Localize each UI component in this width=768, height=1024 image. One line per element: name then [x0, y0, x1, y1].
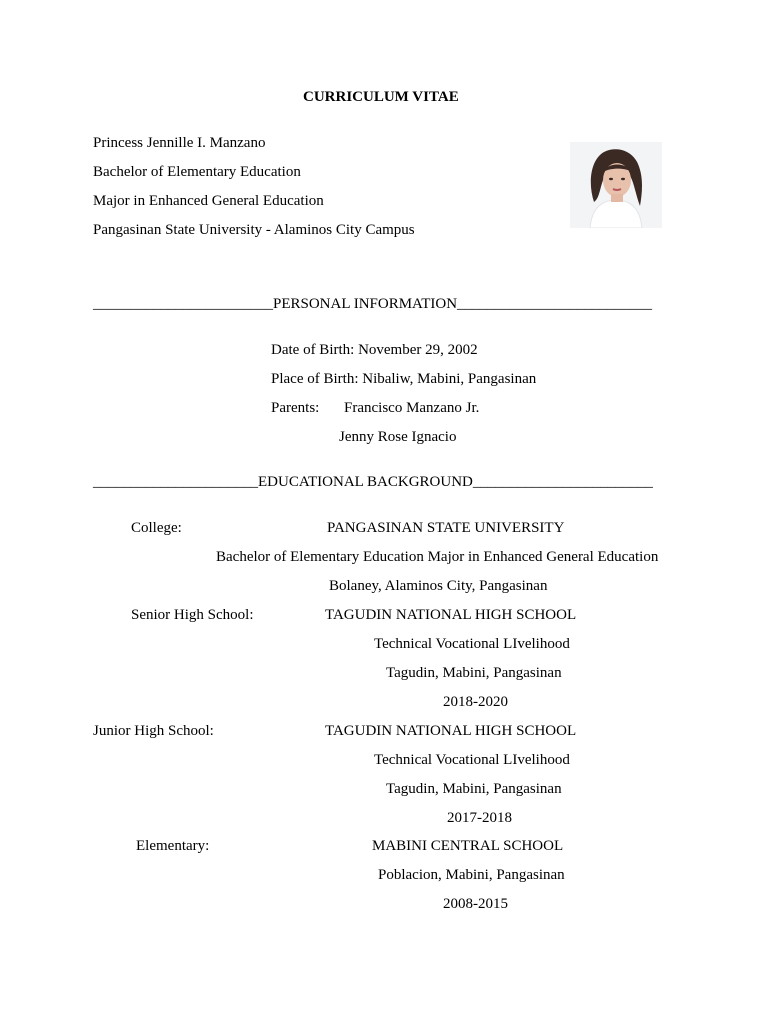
college-label: College:: [131, 520, 182, 536]
college-school: PANGASINAN STATE UNIVERSITY: [327, 520, 565, 536]
date-of-birth: Date of Birth: November 29, 2002: [271, 342, 478, 358]
shs-label: Senior High School:: [131, 607, 254, 623]
school-line: Pangasinan State University - Alaminos City Campus: [93, 222, 415, 238]
elem-address: Poblacion, Mabini, Pangasinan: [378, 867, 565, 883]
mother-name: Jenny Rose Ignacio: [339, 429, 457, 445]
degree-line: Bachelor of Elementary Education: [93, 164, 301, 180]
jhs-address: Tagudin, Mabini, Pangasinan: [386, 781, 562, 797]
elem-label: Elementary:: [136, 838, 210, 854]
profile-photo: [570, 142, 662, 228]
jhs-strand: Technical Vocational LIvelihood: [374, 752, 570, 768]
shs-years: 2018-2020: [443, 694, 508, 710]
jhs-label: Junior High School:: [93, 723, 214, 739]
profile-photo-icon: [570, 142, 662, 228]
major-line: Major in Enhanced General Education: [93, 193, 324, 209]
section-personal-information: ________________________PERSONAL INFORMATION__________________________: [93, 296, 653, 312]
shs-school: TAGUDIN NATIONAL HIGH SCHOOL: [325, 607, 577, 623]
section-educational-background: ______________________EDUCATIONAL BACKGROUND________________________: [93, 474, 653, 490]
jhs-years: 2017-2018: [447, 810, 512, 826]
elem-school: MABINI CENTRAL SCHOOL: [372, 838, 564, 854]
jhs-school: TAGUDIN NATIONAL HIGH SCHOOL: [325, 723, 577, 739]
elem-years: 2008-2015: [443, 896, 508, 912]
page-title: CURRICULUM VITAE: [303, 89, 459, 105]
shs-address: Tagudin, Mabini, Pangasinan: [386, 665, 562, 681]
father-name: Francisco Manzano Jr.: [344, 400, 480, 416]
place-of-birth: Place of Birth: Nibaliw, Mabini, Pangasinan: [271, 371, 537, 387]
college-course: Bachelor of Elementary Education Major in Enhanced General Education: [216, 549, 659, 565]
shs-strand: Technical Vocational LIvelihood: [374, 636, 570, 652]
parents-label: Parents:: [271, 400, 320, 416]
college-address: Bolaney, Alaminos City, Pangasinan: [329, 578, 548, 594]
applicant-name: Princess Jennille I. Manzano: [93, 135, 266, 151]
